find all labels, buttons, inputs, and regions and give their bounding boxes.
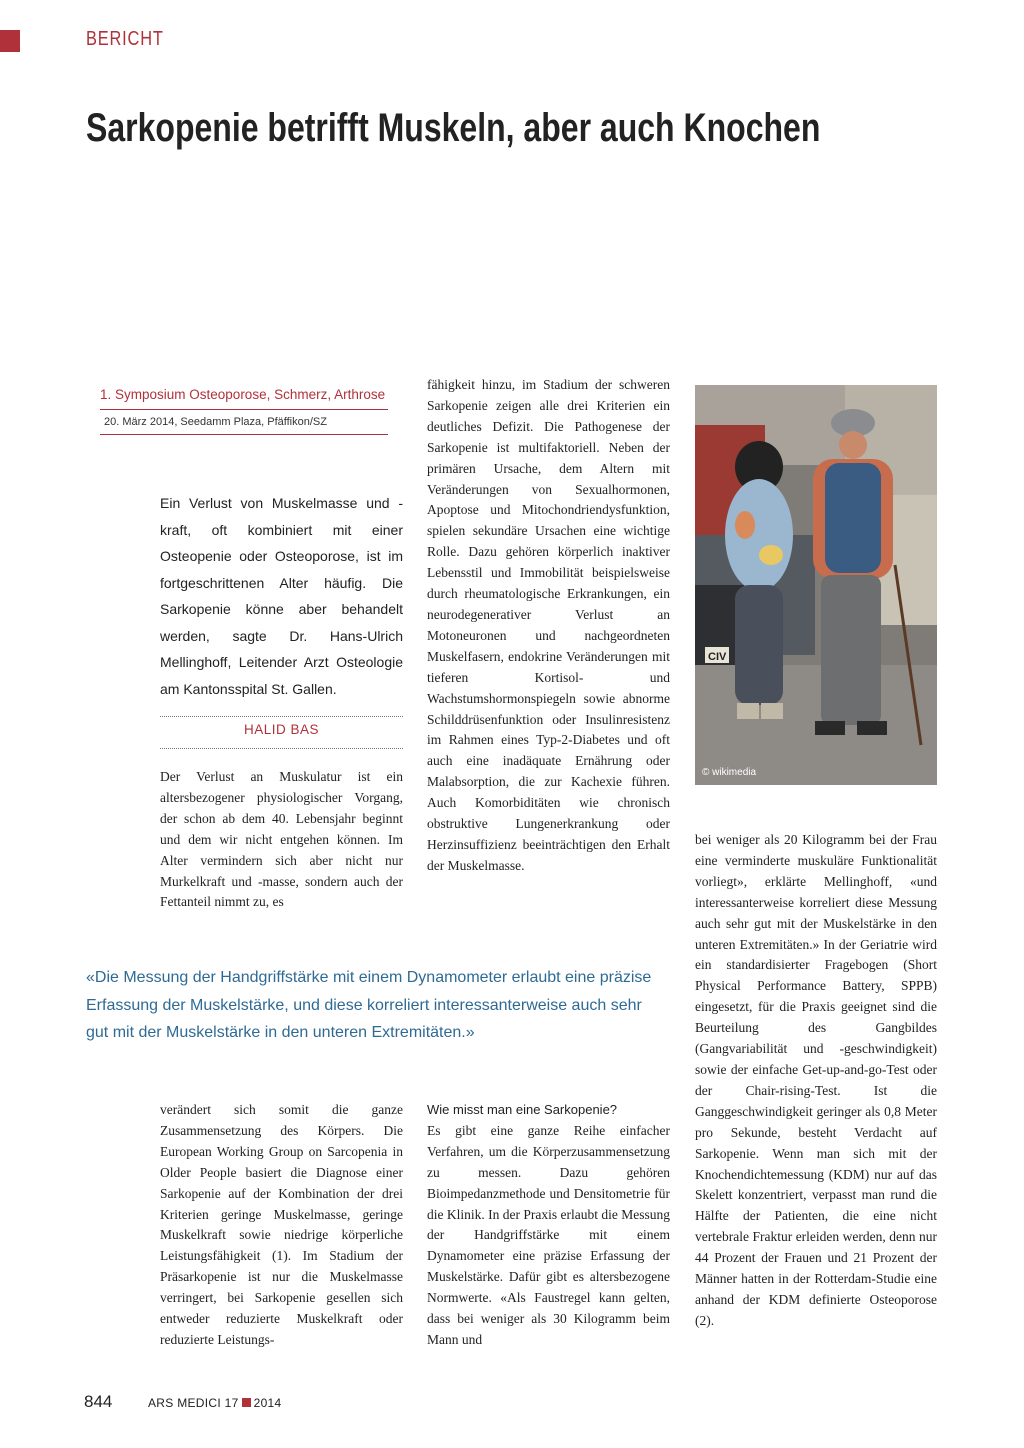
body-column-2-top: fähigkeit hinzu, im Stadium der schweren Sarkopenie zeigen alle drei Kriterien ein deutliches Defizit. Die Pathogenese der Sarkopenie ist multifaktoriell. Neben der primären Ursache, dem Altern mit Veränderungen von Sexualhormonen, Apoptose und Mitochondriendysfunktion, spielen sekundäre Ursachen eine wichtige Rolle. Dazu gehören körperlich inaktiver Lebensstil und Immobilität beispielsweise durch rheumatologische Erkrankungen, ein neurodegenerativer Verlust an Motoneuronen und nachgeordneten Muskelfasern, endokrine Veränderungen mit tieferen Kortisol- und Wachstumshormonspiegeln sowie abnorme Schilddrüsenfunktion oder Insulinresistenz im Rahmen eines Typ-2-Diabetes und oft auch eine inadäquate Ernährung oder Malabsorption, die zur Kachexie führen. Auch Komorbiditäten wie chronisch obstruktive Lungenerkrankung oder Herzinsuffizienz beeinträchtigen den Erhalt der Muskelmasse. [427, 377, 670, 873]
author-divider-top [160, 716, 403, 717]
event-info [100, 384, 388, 435]
body-column-3: bei weniger als 20 Kilogramm bei der Frau eine verminderte muskuläre Funktionalität vorliegt», erklärte Mellinghoff, «und interessanterweise korreliert diese Messung auch sehr gut mit der Muskelstärke in den unteren Extremitäten.» In der Geriatrie wird ein standardisierter Fragebogen (Short Physical Performance Battery, SPPB) eingesetzt, für die Praxis geeignet sind die Beurteilung des Gangbildes (Gangvariabilität und -geschwindigkeit) sowie der einfache Get-up-and-go-Test oder der Chair-rising-Test. Ist die Ganggeschwindigkeit geringer als 0,8 Meter pro Sekunde, besteht Verdacht auf Sarkopenie. Wenn man sich mit der Knochendichtemessung (KDM) nur auf das Skelett konzentriert, verpasst man rund die Hälfte der Patienten, die eine nicht vertebrale Fraktur erleiden werden, denn nur 44 Prozent der Frauen und 21 Prozent der Männer hatten in der Rotterdam-Studie eine anhand der KDM definierte Osteoporose (2). [695, 832, 937, 1328]
license-plate-text: CIV [708, 651, 727, 663]
magazine-name: ARS MEDICI 17 [148, 1396, 239, 1410]
author-byline: HALID BAS [243, 722, 320, 737]
pull-quote: «Die Messung der Handgriffstärke mit einem Dynamometer erlaubt eine präzise Erfassung der Muskelstärke, und diese korreliert interessanterweise auch sehr gut mit der Muskelstärke in den unteren Extremitäten.» [86, 969, 652, 1041]
event-date: 20. März 2014, Seedamm Plaza, Pfäffikon/SZ [100, 410, 388, 435]
author-divider-bottom [160, 748, 403, 749]
issue-year: 2014 [253, 1396, 282, 1410]
section-subheading: Wie misst man eine Sarkopenie? [427, 1102, 618, 1117]
body-column-1-bottom: verändert sich somit die ganze Zusammensetzung des Körpers. Die European Working Group on Sarcopenia in Older People basiert die Diagnose einer Sarkopenie auf der Kombination der drei Kriterien geringe Muskelmasse, geringe Muskelkraft sowie niedrige körperliche Leistungsfähigkeit (1). Im Stadium der Präsarkopenie ist nur die Muskelmasse verringert, bei Sarkopenie gesellen sich entweder reduzierte Muskelkraft oder reduzierte Leistungs- [160, 1102, 403, 1347]
body-column-2-bottom-text: Es gibt eine ganze Reihe einfacher Verfahren, um die Körperzusammensetzung zu messen. Dazu gehören Bioimpedanzmethode und Densitometrie für die Klinik. In der Praxis erlaubt die Messung der Handgriffstärke mit einem Dynamometer eine präzise Erfassung der Muskelstärke. Dafür gibt es altersbezogene Normwerte. «Als Faustregel kann gelten, dass bei weniger als 30 Kilogramm beim Mann und [427, 1122, 670, 1347]
page-number: 844 [84, 1392, 113, 1411]
footer-magazine [148, 1396, 282, 1410]
section-label: BERICHT [86, 28, 164, 50]
section-marker [0, 30, 20, 52]
event-name: 1. Symposium Osteoporose, Schmerz, Arthrose [100, 384, 388, 410]
body-column-1-top: Der Verlust an Muskulatur ist ein altersbezogener physiologischer Vorgang, der schon ab dem 40. Lebensjahr beginnt und dem wir nicht entgehen können. Im Alter vermindern sich aber nicht nur Murkelkraft und -masse, sondern auch der Fettanteil nimmt zu, es [160, 769, 403, 910]
photo-credit: © wikimedia [702, 767, 757, 778]
footer-square-icon [242, 1398, 251, 1407]
article-title: Sarkopenie betrifft Muskeln, aber auch Knochen [86, 106, 821, 150]
article-lead: Ein Verlust von Muskelmasse und -kraft, oft kombiniert mit einer Osteopenie oder Osteoporose, ist im fortgeschrittenen Alter häufig. Die Sarkopenie könne aber behandelt werden, sagte Dr. Hans-Ulrich Mellinghoff, Leitender Arzt Osteologie am Kantonsspital St. Gallen. [160, 495, 403, 697]
elderly-couple-walking-image [695, 385, 937, 785]
article-photo [695, 385, 937, 785]
body-column-2-bottom [427, 1100, 670, 1351]
